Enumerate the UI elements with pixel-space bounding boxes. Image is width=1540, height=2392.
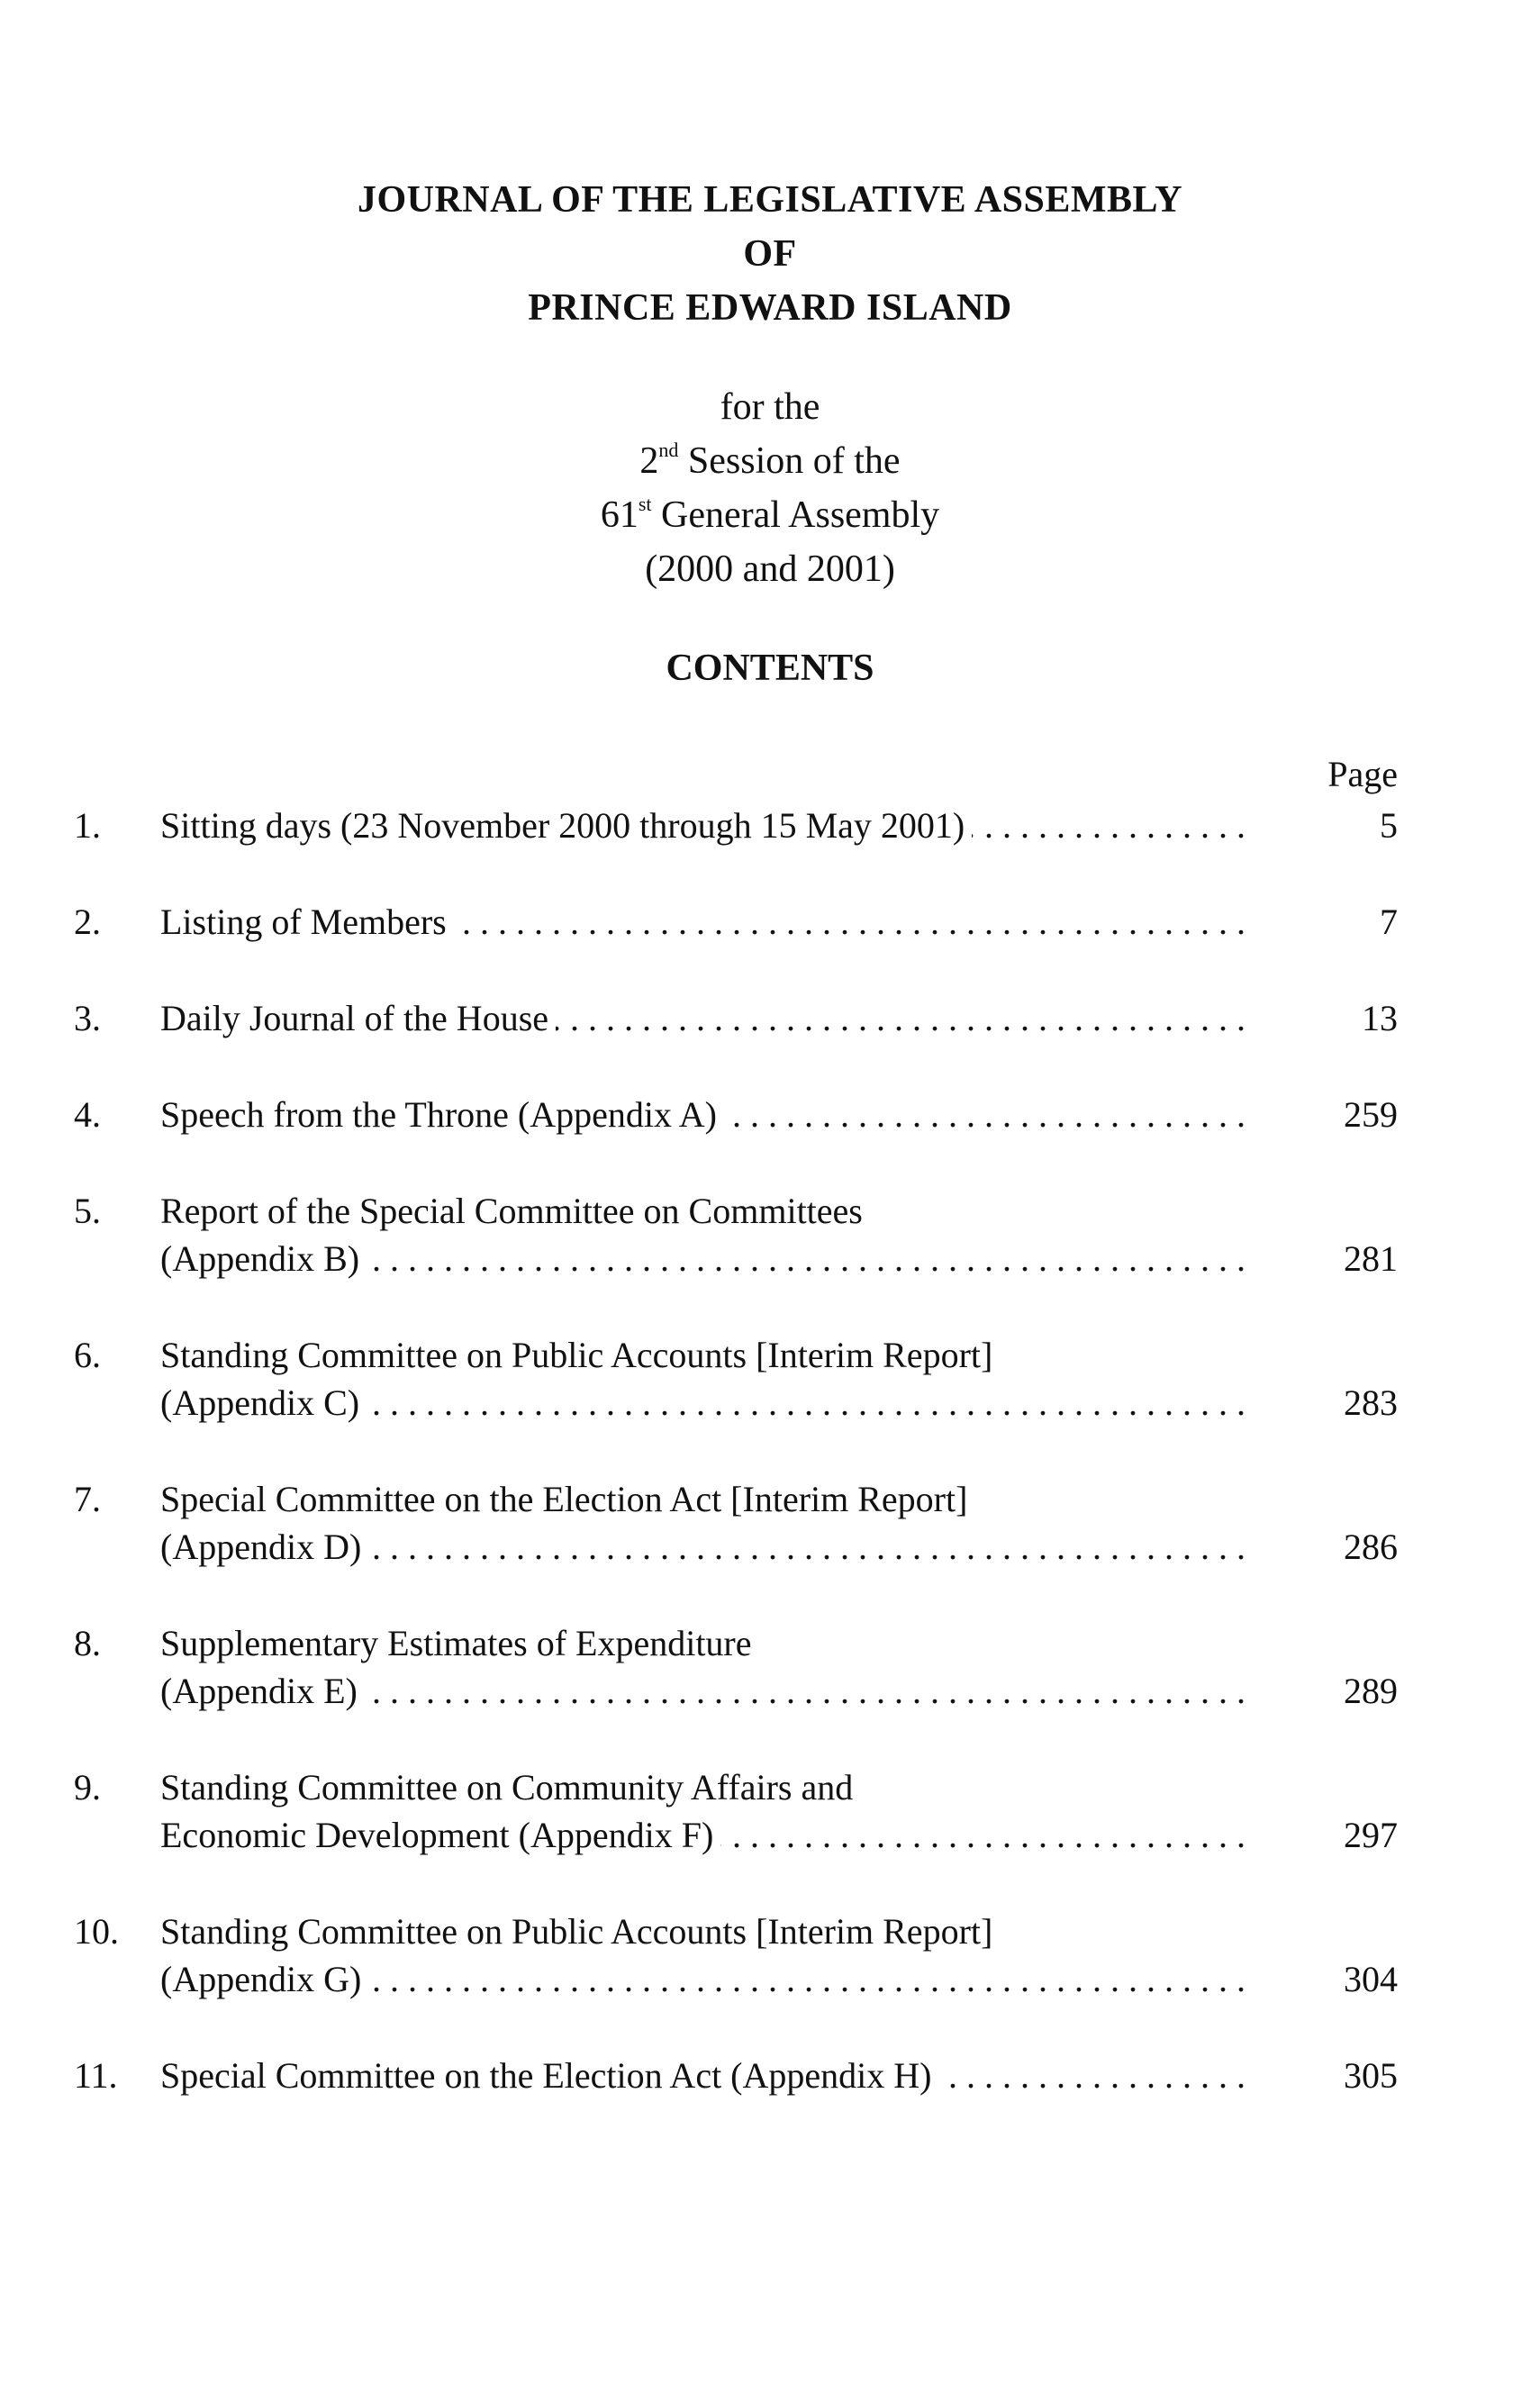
toc-entry-title-line xyxy=(160,1811,1246,1859)
session-number: 2 xyxy=(639,440,659,482)
toc-entry-title xyxy=(160,1331,1241,1427)
page-column-label: Page xyxy=(1327,754,1398,794)
toc-entry-title xyxy=(160,2052,1241,2099)
toc-entry-title-line xyxy=(160,2052,1246,2099)
toc-entry-page: 304 xyxy=(1344,1959,1398,1999)
toc-entry-title-text: (Appendix G) xyxy=(160,1959,368,1999)
toc-entry-title-text: Standing Committee on Public Accounts [Interim Report] xyxy=(160,1335,1000,1375)
title-line-1: JOURNAL OF THE LEGISLATIVE ASSEMBLY xyxy=(357,179,1183,221)
toc-entry-title xyxy=(160,1091,1241,1138)
toc-entry-title-text: Standing Committee on Public Accounts [Interim Report] xyxy=(160,1911,1000,1952)
toc-entry-title-text: (Appendix C) xyxy=(160,1382,367,1423)
assembly-text: General Assembly xyxy=(651,494,940,536)
toc-entry-page: 305 xyxy=(1344,2055,1398,2096)
toc-entry-title xyxy=(160,1763,1241,1859)
toc-entry-title xyxy=(160,994,1241,1042)
toc-entry-number: 9. xyxy=(74,1767,101,1808)
toc-entry-title-text: Listing of Members xyxy=(160,902,454,942)
toc-entry-page: 13 xyxy=(1362,998,1398,1038)
toc-entry-number: 6. xyxy=(74,1335,101,1375)
toc-entry-title-text: Speech from the Throne (Appendix A) xyxy=(160,1094,724,1135)
toc-entry-page: 259 xyxy=(1344,1094,1398,1135)
toc-entry-page: 7 xyxy=(1380,902,1398,942)
toc-entry-title-text: Daily Journal of the House xyxy=(160,998,556,1038)
toc-entry-title-line xyxy=(160,994,1246,1042)
toc-entry-title-line xyxy=(160,1187,1241,1235)
toc-entry-page: 297 xyxy=(1344,1815,1398,1855)
toc-entry-title xyxy=(160,1619,1241,1715)
toc-entry-page: 5 xyxy=(1380,805,1398,846)
for-the-line: for the xyxy=(720,386,820,428)
toc-entry-title-line xyxy=(160,1379,1246,1427)
toc-entry-title xyxy=(160,898,1241,946)
toc-entry-number: 1. xyxy=(74,805,101,846)
toc-entry-number: 3. xyxy=(74,998,101,1038)
toc-entry-title-text: (Appendix D) xyxy=(160,1527,368,1567)
session-suffix: nd xyxy=(658,439,679,461)
toc-entry-title-line xyxy=(160,802,1246,849)
toc-entry-number: 7. xyxy=(74,1479,101,1519)
toc-entry-title-line xyxy=(160,1955,1246,2003)
toc-entry-number: 8. xyxy=(74,1623,101,1663)
session-text: Session of the xyxy=(678,440,901,482)
toc-entry-title-line xyxy=(160,1907,1241,1955)
years-line: (2000 and 2001) xyxy=(645,548,895,590)
toc-entry-title-text: (Appendix E) xyxy=(160,1671,365,1711)
toc-entry-title xyxy=(160,1907,1241,2003)
toc-entry-number: 10. xyxy=(74,1911,119,1952)
toc-entry-number: 11. xyxy=(74,2055,118,2096)
toc-entry-title-line xyxy=(160,1091,1246,1138)
toc-entry-number: 4. xyxy=(74,1094,101,1135)
toc-entry-title-text: Special Committee on the Election Act (Appendix H) xyxy=(160,2055,938,2096)
toc-entry-title-text: Supplementary Estimates of Expenditure xyxy=(160,1623,759,1663)
toc-entry-title-line xyxy=(160,898,1246,946)
toc-entry-title xyxy=(160,802,1241,849)
assembly-suffix: st xyxy=(638,493,652,515)
toc-entry-number: 2. xyxy=(74,902,101,942)
toc-entry-title-text: Special Committee on the Election Act [Interim Report] xyxy=(160,1479,974,1519)
toc-entry-title xyxy=(160,1475,1241,1571)
toc-entry-title-text: Economic Development (Appendix F) xyxy=(160,1815,720,1855)
toc-entry-title xyxy=(160,1187,1241,1282)
toc-entry-title-line xyxy=(160,1475,1241,1523)
toc-entry-title-line xyxy=(160,1619,1241,1667)
toc-entry-title-text: Report of the Special Committee on Committees xyxy=(160,1191,870,1231)
assembly-number: 61 xyxy=(600,494,639,536)
toc-entry-title-text: (Appendix B) xyxy=(160,1238,367,1279)
toc-entry-title-line xyxy=(160,1667,1246,1715)
toc-entry-title-line xyxy=(160,1235,1246,1282)
toc-entry-page: 289 xyxy=(1344,1671,1398,1711)
toc-entry-title-text: Sitting days (23 November 2000 through 15 May 2001) xyxy=(160,805,972,846)
title-line-2: OF xyxy=(743,233,797,275)
toc-entry-title-line xyxy=(160,1523,1246,1571)
toc-entry-page: 283 xyxy=(1344,1382,1398,1423)
title-line-3: PRINCE EDWARD ISLAND xyxy=(528,287,1012,329)
toc-entry-title-line xyxy=(160,1331,1241,1379)
toc-entry-title-text: Standing Committee on Community Affairs and xyxy=(160,1767,860,1808)
contents-heading: CONTENTS xyxy=(666,648,874,689)
toc-entry-number: 5. xyxy=(74,1191,101,1231)
toc-entry-title-line xyxy=(160,1763,1241,1811)
toc-entry-page: 281 xyxy=(1344,1238,1398,1279)
toc-entry-page: 286 xyxy=(1344,1527,1398,1567)
